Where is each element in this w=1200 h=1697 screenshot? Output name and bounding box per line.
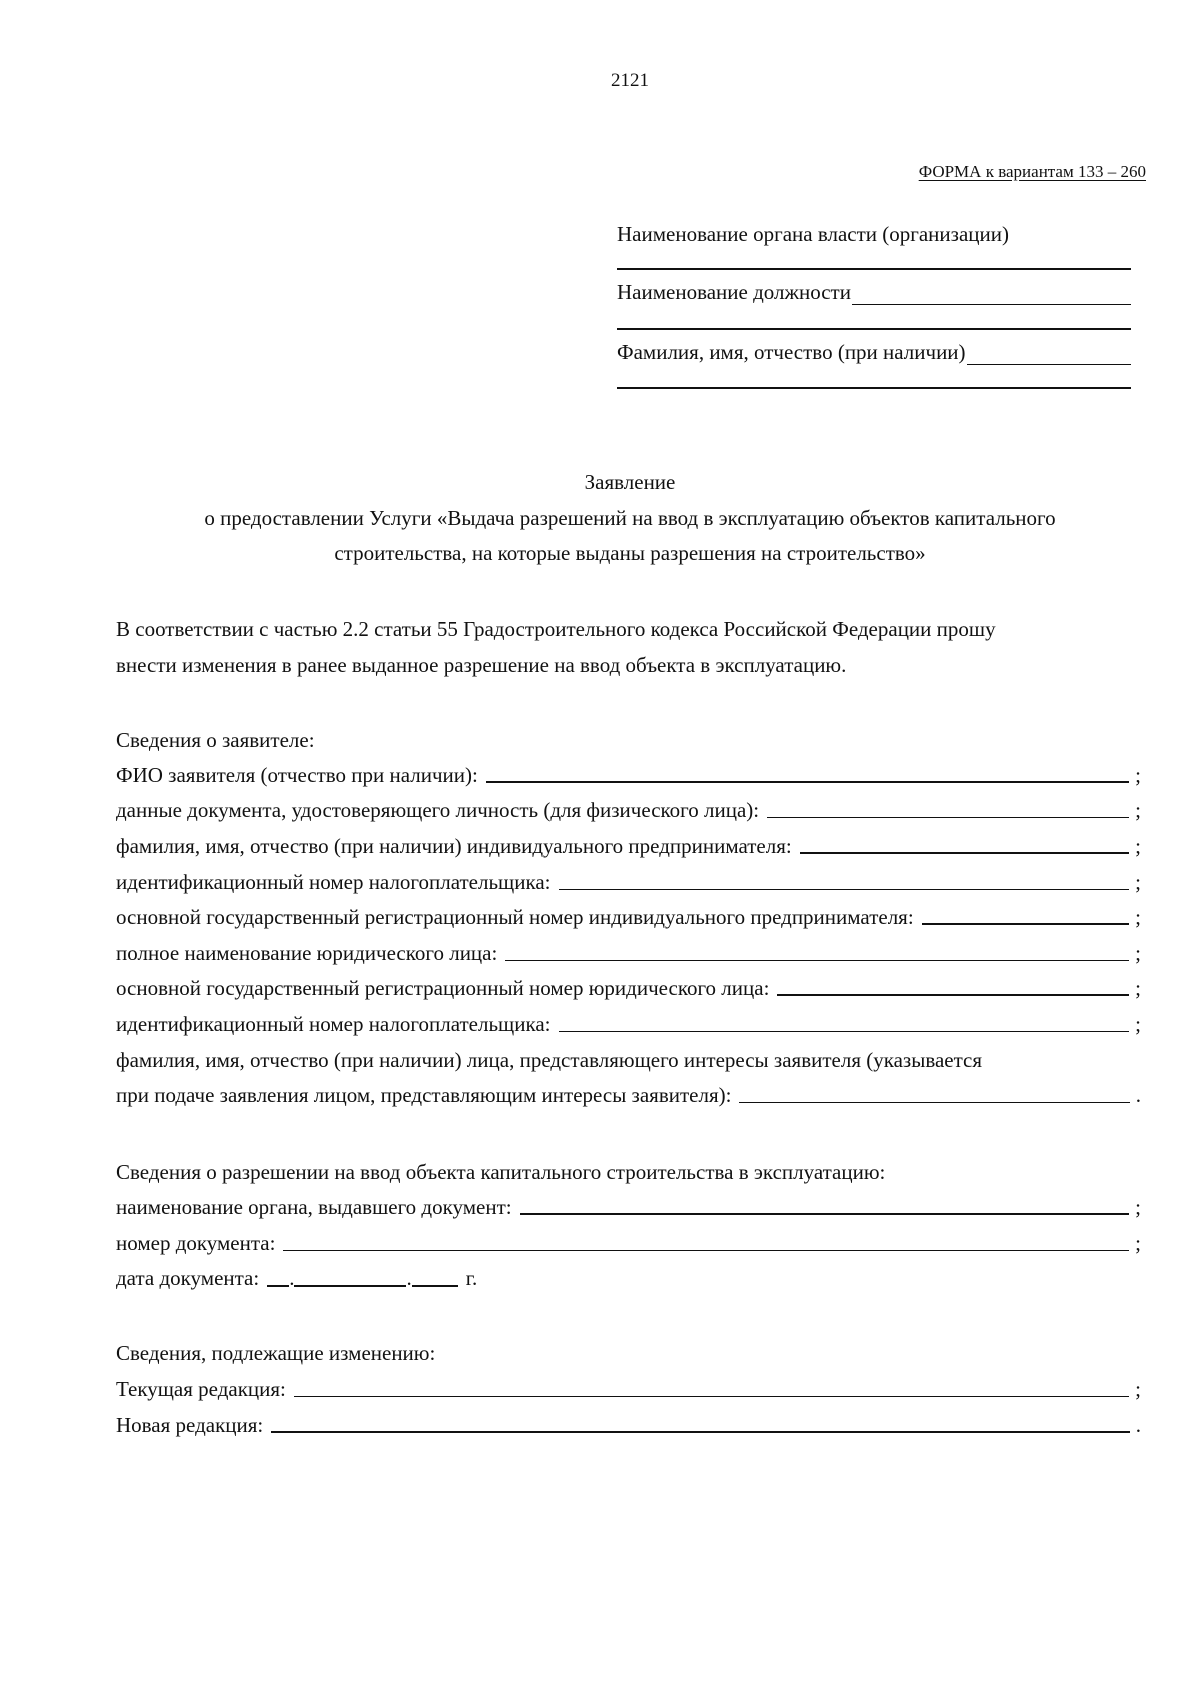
applicant-ogrnip-row <box>116 905 1141 930</box>
permit-date-month-field[interactable] <box>294 1284 406 1287</box>
addressee-name <box>617 340 1131 365</box>
changes-new-label: Новая редакция: <box>116 1413 264 1437</box>
addressee-name-label: Фамилия, имя, отчество (при наличии) <box>617 340 966 364</box>
applicant-heading: Сведения о заявителе: <box>116 728 315 752</box>
addressee-name-line[interactable] <box>617 387 1131 389</box>
applicant-inn2-field[interactable] <box>559 1031 1130 1032</box>
document-subtitle-line2: строительства, на которые выданы разрешения на строительство» <box>334 541 926 565</box>
semicolon: ; <box>1135 763 1141 787</box>
applicant-ogrnip-label: основной государственный регистрационный номер индивидуального предпринимателя: <box>116 905 914 929</box>
applicant-inn2-row <box>116 1012 1141 1037</box>
applicant-ogrn-field[interactable] <box>777 994 1129 996</box>
permit-date-label: дата документа: <box>116 1266 260 1290</box>
applicant-legal-name-field[interactable] <box>505 960 1129 961</box>
applicant-legal-name-row <box>116 941 1141 966</box>
changes-current-row <box>116 1377 1141 1402</box>
semicolon: ; <box>1135 1012 1141 1036</box>
changes-current-label: Текущая редакция: <box>116 1377 286 1401</box>
applicant-inn2-label: идентификационный номер налогоплательщика: <box>116 1012 551 1036</box>
semicolon: ; <box>1135 870 1141 894</box>
applicant-fio-label: ФИО заявителя (отчество при наличии): <box>116 763 478 787</box>
applicant-inn1-field[interactable] <box>559 889 1130 890</box>
semicolon: ; <box>1135 1377 1141 1401</box>
permit-date-day-field[interactable] <box>267 1284 289 1287</box>
date-separator: . <box>289 1266 295 1290</box>
permit-date-year-field[interactable] <box>412 1284 458 1287</box>
addressee-position-label: Наименование должности <box>617 280 851 304</box>
intro-line1: В соответствии с частью 2.2 статьи 55 Градостроительного кодекса Российской Федерации прошу <box>116 617 996 641</box>
permit-issuer-label: наименование органа, выдавшего документ: <box>116 1195 512 1219</box>
permit-number-field[interactable] <box>283 1250 1129 1251</box>
applicant-inn1-row <box>116 870 1141 895</box>
applicant-id-document-label: данные документа, удостоверяющего личность (для физического лица): <box>116 798 760 822</box>
addressee-authority: Наименование органа власти (организации) <box>617 222 1009 246</box>
changes-current-field[interactable] <box>294 1396 1129 1397</box>
period: . <box>1135 1083 1141 1107</box>
addressee-name-field[interactable] <box>967 345 1131 365</box>
permit-issuer-row <box>116 1195 1141 1220</box>
addressee-position-field[interactable] <box>852 285 1131 305</box>
addressee-authority-line[interactable] <box>617 268 1131 270</box>
changes-new-field[interactable] <box>271 1431 1129 1433</box>
applicant-ogrnip-field[interactable] <box>922 923 1129 925</box>
intro-line2: внести изменения в ранее выданное разрешение на ввод объекта в эксплуатацию. <box>116 653 847 677</box>
semicolon: ; <box>1135 1231 1141 1255</box>
date-separator: . <box>406 1266 412 1290</box>
document-subtitle-line1: о предоставлении Услуги «Выдача разрешений на ввод в эксплуатацию объектов капитального <box>204 506 1056 530</box>
permit-issuer-field[interactable] <box>520 1213 1130 1215</box>
applicant-entrepreneur-row <box>116 834 1141 859</box>
applicant-representative-line1: фамилия, имя, отчество (при наличии) лица, представляющего интересы заявителя (указывается <box>116 1048 983 1072</box>
applicant-representative-field[interactable] <box>739 1102 1129 1103</box>
changes-heading: Сведения, подлежащие изменению: <box>116 1341 436 1365</box>
applicant-legal-name-label: полное наименование юридического лица: <box>116 941 498 965</box>
semicolon: ; <box>1135 941 1141 965</box>
permit-number-row <box>116 1231 1141 1256</box>
applicant-ogrn-row <box>116 976 1141 1001</box>
permit-heading: Сведения о разрешении на ввод объекта капитального строительства в эксплуатацию: <box>116 1160 886 1184</box>
changes-new-row <box>116 1413 1141 1438</box>
semicolon: ; <box>1135 1195 1141 1219</box>
applicant-id-document-field[interactable] <box>767 817 1129 818</box>
applicant-id-document-row <box>116 798 1141 823</box>
applicant-representative-row <box>116 1083 1141 1108</box>
applicant-inn1-label: идентификационный номер налогоплательщика: <box>116 870 551 894</box>
applicant-representative-label: при подаче заявления лицом, представляющим интересы заявителя): <box>116 1083 732 1107</box>
semicolon: ; <box>1135 976 1141 1000</box>
permit-date-row <box>116 1266 477 1291</box>
applicant-fio-row <box>116 763 1141 788</box>
period: . <box>1135 1413 1141 1437</box>
semicolon: ; <box>1135 905 1141 929</box>
permit-date-year-suffix: г. <box>465 1266 478 1290</box>
applicant-fio-field[interactable] <box>486 781 1129 783</box>
permit-number-label: номер документа: <box>116 1231 276 1255</box>
addressee-position-line[interactable] <box>617 328 1131 330</box>
applicant-entrepreneur-field[interactable] <box>800 852 1129 854</box>
semicolon: ; <box>1135 834 1141 858</box>
document-title: Заявление <box>584 470 676 494</box>
semicolon: ; <box>1135 798 1141 822</box>
page-number: 2121 <box>611 70 649 91</box>
applicant-ogrn-label: основной государственный регистрационный номер юридического лица: <box>116 976 770 1000</box>
applicant-entrepreneur-label: фамилия, имя, отчество (при наличии) индивидуального предпринимателя: <box>116 834 792 858</box>
form-reference: ФОРМА к вариантам 133 – 260 <box>918 162 1146 181</box>
addressee-position <box>617 280 1131 305</box>
